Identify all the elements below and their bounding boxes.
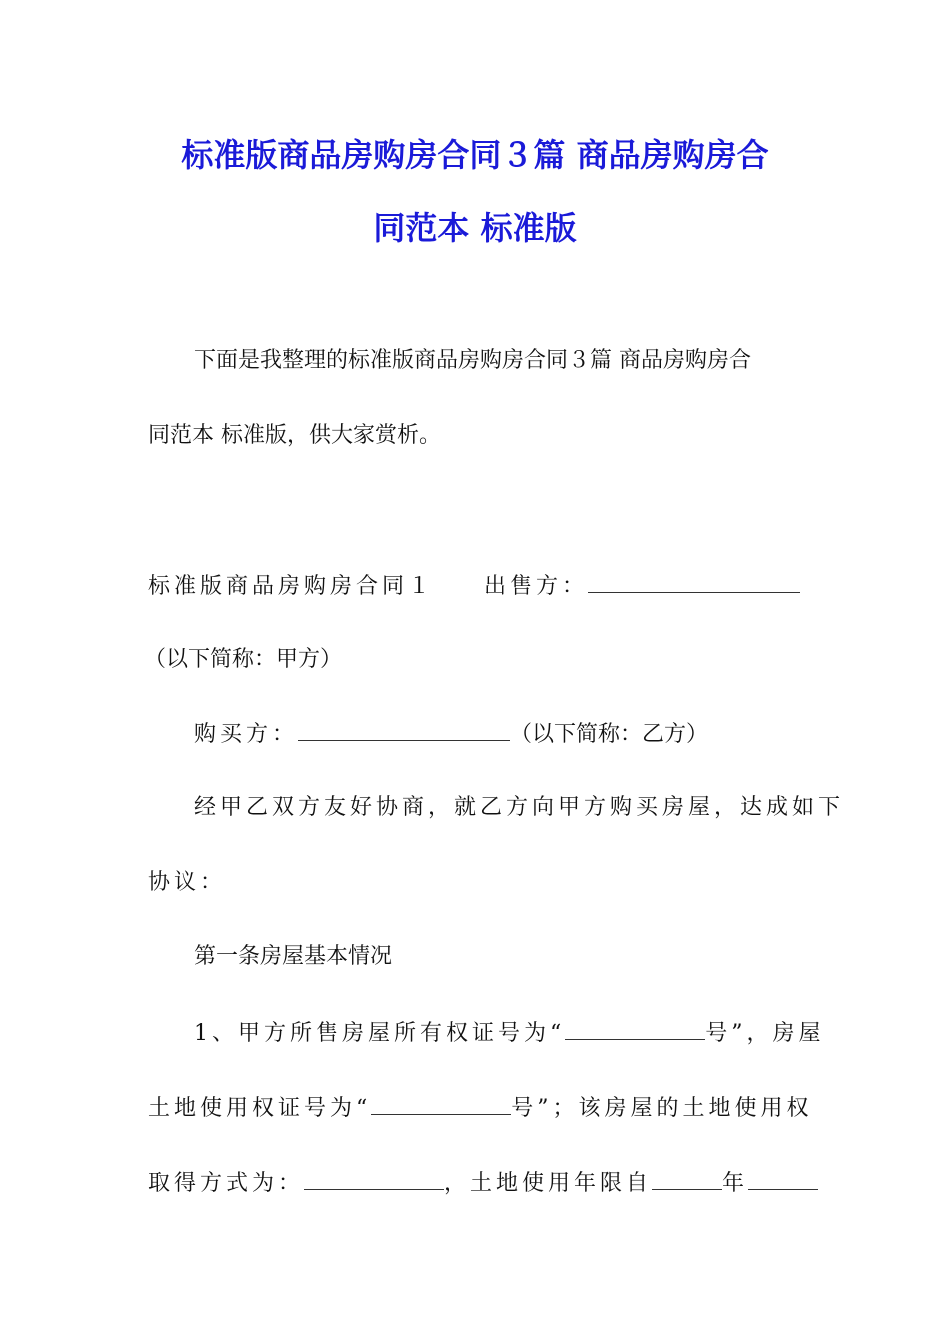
acquisition-method-blank [304,1167,444,1190]
contract-heading: 标准版商品房购房合同１ [148,574,435,599]
month-from-blank [748,1167,818,1190]
ownership-cert-blank [565,1017,705,1040]
item1-line2 [148,1092,813,1124]
land-cert-blank [371,1092,511,1115]
intro-line1: 下面是我整理的标准版商品房购房合同３篇 商品房购房合 [194,348,751,373]
item1-line2-part1: 土地使用权证号为“ [148,1096,372,1121]
seller-abbr: （以下简称：甲方） [144,647,343,672]
item1-line3 [148,1167,818,1199]
item1-part1: 1、甲方所售房屋所有权证号为“ [194,1021,566,1046]
item1-line3-part2: ，土地使用年限自 [444,1171,653,1196]
item1-line3-part1: 取得方式为： [148,1171,305,1196]
seller-blank [588,570,800,593]
document-title-line2: 同范本 标准版 [373,209,577,247]
buyer-label: 购买方： [194,722,299,747]
agreement-line1: 经甲乙双方友好协商，就乙方向甲方购买房屋，达成如下 [194,795,845,820]
item1-line3-part3: 年 [722,1171,749,1196]
item1-part2: 号”，房屋 [705,1021,825,1046]
seller-label: 出售方： [484,574,589,599]
buyer-abbr: （以下简称：乙方） [510,722,709,747]
agreement-line2: 协议： [148,870,227,895]
buyer-row [194,718,708,750]
intro-line2: 同范本 标准版，供大家赏析。 [148,423,441,448]
buyer-blank [298,718,510,741]
item1-line1 [194,1017,825,1049]
item1-line2-part2: 号”；该房屋的土地使用权 [511,1096,813,1121]
year-from-blank [652,1167,722,1190]
article1-title: 第一条房屋基本情况 [194,944,393,969]
contract-heading-row [148,570,808,602]
document-title-line1: 标准版商品房购房合同３篇 商品房购房合 [181,136,769,174]
